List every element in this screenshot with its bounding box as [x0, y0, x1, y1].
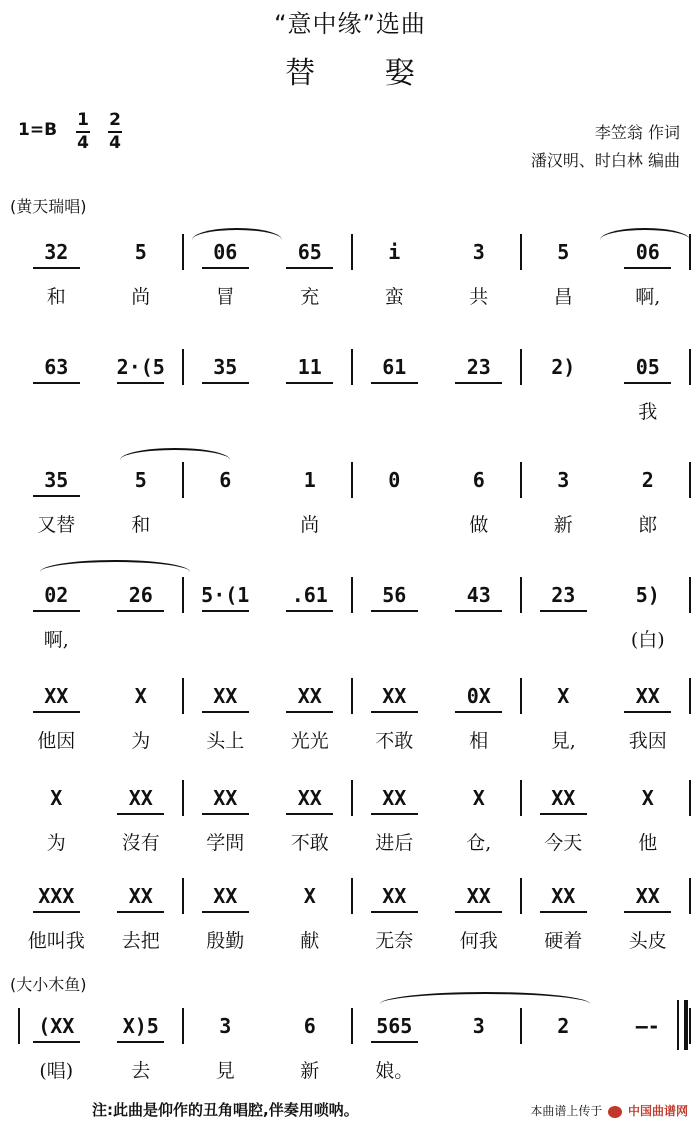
beam-underline — [33, 382, 80, 384]
lyric-cell: 我因 — [628, 730, 667, 752]
note-cell: XX — [213, 884, 238, 908]
note-cell: .61 — [291, 583, 328, 607]
note-cell: XX — [213, 786, 238, 810]
note-cell: XX — [466, 884, 491, 908]
note-cell: (XX — [38, 1014, 75, 1038]
lyric-cell: 仓, — [466, 832, 492, 854]
note-cell: XX — [44, 684, 69, 708]
beam-underline — [286, 711, 333, 713]
lyric-cell: 他 — [638, 832, 658, 854]
beam-underline — [286, 382, 333, 384]
beam-underline — [286, 813, 333, 815]
note-cell: 32 — [44, 240, 69, 264]
beam-underline — [202, 382, 249, 384]
beam-underline — [371, 813, 418, 815]
note-cell: X — [134, 684, 147, 708]
note-cell: 11 — [297, 355, 322, 379]
note-cell: XX — [128, 786, 153, 810]
lyric-cell: 不敢 — [290, 832, 329, 854]
lyric-cell: 共 — [469, 286, 489, 308]
lyric-cell: 光光 — [290, 730, 329, 752]
beam-underline — [371, 610, 418, 612]
slur-mark — [120, 448, 230, 460]
beam-underline — [455, 711, 502, 713]
note-cell: 1 — [303, 468, 316, 492]
lyric-cell: 无奈 — [375, 930, 414, 952]
note-cell: XXX — [38, 884, 75, 908]
lyric-cell: 蛮 — [384, 286, 404, 308]
beam-underline — [624, 267, 671, 269]
note-cell: 6 — [303, 1014, 316, 1038]
note-cell: X — [557, 684, 570, 708]
beam-underline — [540, 813, 587, 815]
note-cell: 35 — [213, 355, 238, 379]
lyric-cell: 头皮 — [628, 930, 667, 952]
note-cell: 565 — [376, 1014, 413, 1038]
note-cell: 0 — [388, 468, 401, 492]
lyric-cell: 尚 — [300, 514, 320, 536]
lyric-cell: 去 — [131, 1060, 151, 1082]
beam-underline — [117, 610, 164, 612]
site-logo-icon — [608, 1106, 622, 1118]
note-cell: 23 — [466, 355, 491, 379]
lyric-cell: 沒有 — [121, 832, 160, 854]
slur-mark — [380, 992, 590, 1004]
note-cell: 5·(1 — [201, 583, 250, 607]
lyric-cell: 又替 — [37, 514, 76, 536]
slur-mark — [192, 228, 282, 240]
note-cell: 56 — [382, 583, 407, 607]
note-cell: X)5 — [122, 1014, 159, 1038]
key-signature: 1=B — [18, 120, 58, 140]
lyric-cell: 我 — [638, 401, 658, 423]
note-cell: 43 — [466, 583, 491, 607]
beam-underline — [371, 911, 418, 913]
note-cell: 05 — [635, 355, 660, 379]
note-cell: X — [50, 786, 63, 810]
time-signature-2: 2 4 — [109, 110, 121, 153]
lyric-cell: 为 — [131, 730, 151, 752]
note-cell: 5 — [557, 240, 570, 264]
note-cell: 02 — [44, 583, 69, 607]
note-cell: 06 — [635, 240, 660, 264]
time-signature-1: 1 4 — [77, 110, 89, 153]
note-cell: 23 — [551, 583, 576, 607]
lyric-cell: 何我 — [459, 930, 498, 952]
beam-underline — [33, 1041, 80, 1043]
note-cell: X — [303, 884, 316, 908]
note-cell: 2 — [557, 1014, 570, 1038]
lyric-cell: 見, — [550, 730, 576, 752]
beam-underline — [33, 267, 80, 269]
note-cell: 26 — [128, 583, 153, 607]
beam-underline — [117, 1041, 164, 1043]
lyric-cell: 今天 — [544, 832, 583, 854]
source-prefix: 本曲谱上传于 — [530, 1104, 603, 1118]
lyric-cell: 冒 — [215, 286, 235, 308]
lyric-cell: (白) — [630, 629, 665, 651]
beam-underline — [202, 813, 249, 815]
note-cell: —- — [635, 1014, 660, 1038]
footer-note: 注:此曲是仰作的丑角唱腔,伴奏用唢呐。 — [92, 1101, 359, 1119]
note-cell: 5 — [134, 240, 147, 264]
note-cell: 5) — [635, 583, 660, 607]
note-cell: XX — [213, 684, 238, 708]
note-cell: 6 — [219, 468, 232, 492]
lyric-cell: 进后 — [375, 832, 414, 854]
lyric-cell: 相 — [469, 730, 489, 752]
note-cell: XX — [382, 884, 407, 908]
slur-mark — [600, 228, 690, 240]
note-cell: XX — [382, 786, 407, 810]
note-cell: XX — [635, 684, 660, 708]
lyric-cell: 娘。 — [375, 1060, 414, 1082]
beam-underline — [202, 911, 249, 913]
beam-underline — [286, 267, 333, 269]
lyric-cell: 去把 — [121, 930, 160, 952]
beam-underline — [455, 610, 502, 612]
beam-underline — [117, 382, 164, 384]
note-cell: XX — [128, 884, 153, 908]
score-title: 替 娶 — [285, 56, 445, 91]
beam-underline — [455, 382, 502, 384]
beam-underline — [455, 911, 502, 913]
lyric-cell: 見 — [215, 1060, 235, 1082]
note-cell: 0X — [466, 684, 491, 708]
note-cell: 3 — [557, 468, 570, 492]
lyric-cell: 头上 — [206, 730, 245, 752]
beam-underline — [371, 711, 418, 713]
note-cell: XX — [382, 684, 407, 708]
lyric-cell: 做 — [469, 514, 489, 536]
beam-underline — [33, 711, 80, 713]
lyricist-credit: 李笠翁 作词 — [594, 123, 680, 142]
note-cell: i — [388, 240, 401, 264]
note-cell: X — [641, 786, 654, 810]
lyric-cell: 和 — [46, 286, 66, 308]
beam-underline — [371, 1041, 418, 1043]
beam-underline — [117, 911, 164, 913]
final-barline-thin — [677, 1000, 679, 1050]
lyric-cell: 昌 — [553, 286, 573, 308]
score-subtitle: “意中缘”选曲 — [274, 10, 426, 38]
note-cell: 5 — [134, 468, 147, 492]
beam-underline — [33, 610, 80, 612]
note-cell: XX — [551, 786, 576, 810]
note-cell: 06 — [213, 240, 238, 264]
beam-underline — [540, 610, 587, 612]
lyric-cell: 学問 — [206, 832, 245, 854]
source-credit — [530, 1102, 688, 1119]
final-barline — [684, 1000, 688, 1050]
note-cell: 61 — [382, 355, 407, 379]
beam-underline — [202, 610, 249, 612]
singer-label: (黄天瑞唱) — [10, 197, 87, 216]
beam-underline — [624, 911, 671, 913]
beam-underline — [202, 267, 249, 269]
lyric-cell: 殷勤 — [206, 930, 245, 952]
lyric-cell: 和 — [131, 514, 151, 536]
lyric-cell: 尚 — [131, 286, 151, 308]
source-site: 中国曲谱网 — [627, 1104, 688, 1118]
note-cell: XX — [297, 786, 322, 810]
beam-underline — [33, 495, 80, 497]
beam-underline — [540, 911, 587, 913]
note-cell: 3 — [219, 1014, 232, 1038]
note-cell: 63 — [44, 355, 69, 379]
beam-underline — [371, 382, 418, 384]
percussion-label: (大小木鱼) — [10, 975, 87, 994]
lyric-cell: 他因 — [37, 730, 76, 752]
arranger-credit: 潘汉明、时白林 编曲 — [530, 151, 680, 170]
note-cell: 2·(5 — [116, 355, 165, 379]
lyric-cell: 啊, — [635, 286, 661, 308]
beam-underline — [117, 813, 164, 815]
note-cell: 65 — [297, 240, 322, 264]
note-cell: 2) — [551, 355, 576, 379]
lyric-cell: 他叫我 — [27, 930, 85, 952]
note-cell: X — [472, 786, 485, 810]
note-cell: 2 — [641, 468, 654, 492]
lyric-cell: 为 — [46, 832, 66, 854]
note-cell: XX — [297, 684, 322, 708]
beam-underline — [624, 711, 671, 713]
lyric-cell: 充 — [300, 286, 320, 308]
beam-underline — [33, 911, 80, 913]
lyric-cell: 郎 — [638, 514, 658, 536]
beam-underline — [202, 711, 249, 713]
lyric-cell: 新 — [300, 1060, 320, 1082]
lyric-cell: 啊, — [43, 629, 69, 651]
note-cell: XX — [551, 884, 576, 908]
beam-underline — [286, 610, 333, 612]
lyric-cell: 不敢 — [375, 730, 414, 752]
note-cell: 35 — [44, 468, 69, 492]
beam-underline — [624, 382, 671, 384]
lyric-cell: 新 — [553, 514, 573, 536]
note-cell: 3 — [472, 1014, 485, 1038]
note-cell: 6 — [472, 468, 485, 492]
lyric-cell: 硬着 — [544, 930, 583, 952]
note-cell: 3 — [472, 240, 485, 264]
slur-mark — [40, 560, 190, 572]
lyric-cell: (唱) — [39, 1060, 74, 1082]
note-cell: XX — [635, 884, 660, 908]
lyric-cell: 献 — [300, 930, 320, 952]
